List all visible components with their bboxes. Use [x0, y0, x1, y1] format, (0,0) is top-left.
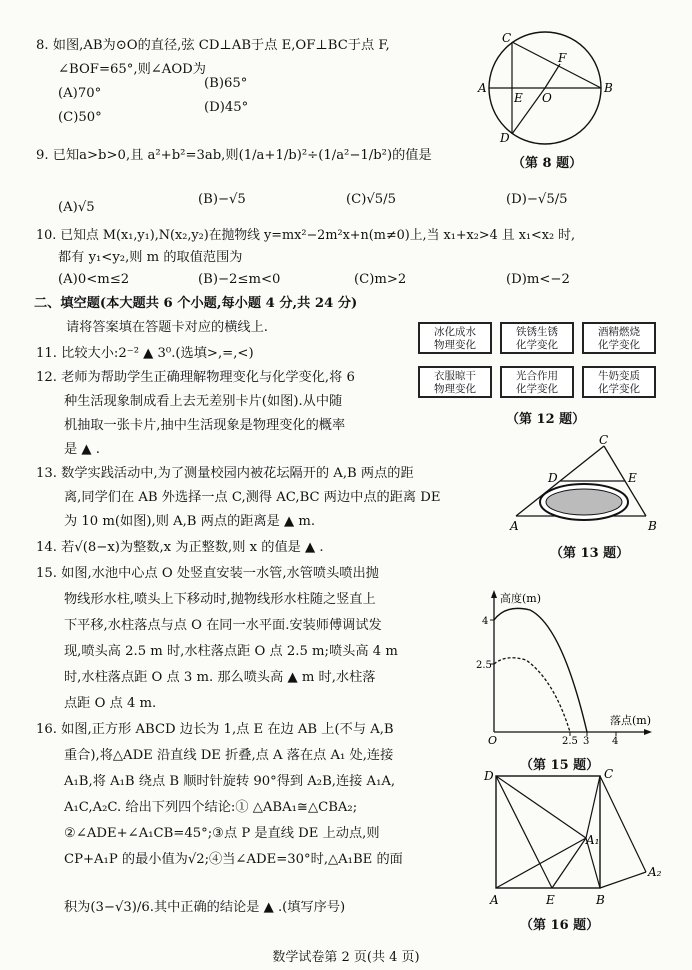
q12-card-3: 酒精燃烧 化学变化	[582, 322, 656, 354]
q16-line5: ②∠ADE+∠A₁CB=45°;③点 P 是直线 DE 上动点,则	[64, 826, 380, 841]
q12-line4: 是 ▲ .	[64, 442, 100, 457]
q8-label-d: D	[500, 131, 510, 145]
q16-line3: A₁B,将 A₁B 绕点 B 顺时针旋转 90°得到 A₂B,连接 A₁A,	[64, 774, 396, 789]
q15-line2: 物线形水柱,喷头上下移动时,抛物线形水柱随之竖直上	[64, 592, 376, 607]
q10-option-b: (B)−2≤m<0	[198, 272, 281, 287]
q15-xtick-3: 3	[583, 736, 590, 746]
q12-card-6: 牛奶变质 化学变化	[582, 366, 656, 398]
q10-option-c: (C)m>2	[354, 272, 407, 287]
q15-line6: 点距 O 点 4 m.	[64, 696, 157, 711]
q8-line1: 8. 如图,AB为⊙O的直径,弦 CD⊥AB于点 E,OF⊥BC于点 F,	[36, 38, 390, 53]
q12-line3: 机抽取一张卡片,抽中生活现象是物理变化的概率	[64, 418, 346, 433]
q13-figure	[506, 432, 666, 532]
q8-option-c: (C)50°	[58, 110, 102, 125]
q15-line5: 时,水柱落点距 O 点 3 m. 那么喷头高 ▲ m 时,水柱落	[64, 670, 376, 685]
q9-stem: 9. 已知a>b>0,且 a²+b²=3ab,则(1/a+1/b)²÷(1/a²−1/b²)的值是	[36, 148, 432, 163]
q15-xlabel: 落点(m)	[610, 714, 652, 727]
q8-option-b: (B)65°	[204, 76, 248, 91]
section2-title: 二、填空题(本大题共 6 个小题,每小题 4 分,共 24 分)	[34, 296, 358, 311]
q13-caption: （第 13 题）	[550, 546, 630, 561]
q16-line2: 重合),将△ADE 沿直线 DE 折叠,点 A 落在点 A₁ 处,连接	[64, 748, 394, 763]
q8-option-d: (D)45°	[204, 100, 249, 115]
q13-line1: 13. 数学实践活动中,为了测量校园内被花坛隔开的 A,B 两点的距	[36, 466, 414, 481]
q12-card-5: 光合作用 化学变化	[500, 366, 574, 398]
q12-card-4: 衣服晾干 物理变化	[418, 366, 492, 398]
q13-label-b: B	[648, 519, 657, 532]
q15-figure	[470, 586, 670, 746]
q13-line2: 离,同学们在 AB 外选择一点 C,测得 AC,BC 两边中点的距离 DE	[64, 490, 441, 505]
q15-ylabel: 高度(m)	[500, 592, 542, 605]
q16-label-c: C	[604, 767, 614, 781]
page-footer: 数学试卷第 2 页(共 4 页)	[272, 950, 420, 965]
q8-line2: ∠BOF=65°,则∠AOD为	[58, 62, 206, 77]
q15-line3: 下平移,水柱落点与点 O 在同一水平面.安装师傅调试发	[64, 618, 382, 633]
q8-label-o: O	[542, 91, 552, 105]
q9-option-a: (A)√5	[58, 200, 95, 215]
q15-xtick-4: 4	[612, 736, 619, 746]
q16-label-a: A	[490, 893, 499, 907]
q8-label-a: A	[478, 81, 487, 95]
q8-figure	[470, 28, 620, 148]
q12-caption: （第 12 题）	[506, 412, 586, 427]
q10-option-a: (A)0<m≤2	[58, 272, 130, 287]
q11-text: 11. 比较大小:2⁻² ▲ 3⁰.(选填>,=,<)	[36, 346, 254, 361]
q8-option-a: (A)70°	[58, 86, 102, 101]
q8-label-b: B	[604, 81, 613, 95]
q9-option-d: (D)−√5/5	[506, 192, 568, 207]
q12-line1: 12. 老师为帮助学生正确理解物理变化与化学变化,将 6	[36, 370, 355, 385]
q16-label-a1: A₁	[586, 833, 600, 847]
q15-xtick-2-5: 2.5	[562, 736, 578, 746]
q12-card-2: 铁锈生锈 化学变化	[500, 322, 574, 354]
q9-option-c: (C)√5/5	[346, 192, 397, 207]
q15-caption: （第 15 题）	[520, 758, 600, 773]
q10-line1: 10. 已知点 M(x₁,y₁),N(x₂,y₂)在抛物线 y=mx²−2m²x+n(m≠0)上,当 x₁+x₂>4 且 x₁<x₂ 时,	[36, 228, 576, 243]
q16-line7: 积为(3−√3)/6.其中正确的结论是 ▲ .(填写序号)	[64, 900, 346, 915]
q10-option-d: (D)m<−2	[506, 272, 570, 287]
q16-label-e: E	[546, 893, 555, 907]
q16-figure	[476, 766, 676, 911]
q13-line3: 为 10 m(如图),则 A,B 两点的距离是 ▲ m.	[64, 514, 316, 529]
q13-label-a: A	[510, 519, 519, 532]
q12-card-1: 冰化成水 物理变化	[418, 322, 492, 354]
q16-caption: （第 16 题）	[520, 918, 600, 933]
q8-label-e: E	[514, 91, 523, 105]
q13-label-c: C	[599, 433, 609, 447]
q13-label-d: D	[548, 471, 558, 485]
q15-line1: 15. 如图,水池中心点 O 处竖直安装一水管,水管喷头喷出抛	[36, 566, 379, 581]
q15-origin: O	[488, 734, 498, 746]
q15-tick-4: 4	[482, 616, 489, 627]
q15-tick-2-5: 2.5	[476, 660, 492, 671]
q16-label-d: D	[484, 769, 494, 783]
q8-caption: （第 8 题）	[512, 156, 583, 171]
q16-label-a2: A₂	[648, 865, 662, 879]
q12-line2: 种生活现象制成看上去无差别卡片(如图).从中随	[64, 394, 343, 409]
q13-label-e: E	[628, 471, 637, 485]
q16-label-b: B	[596, 893, 605, 907]
section2-note: 请将答案填在答题卡对应的横线上.	[66, 320, 269, 335]
q14-text: 14. 若√(8−x)为整数,x 为正整数,则 x 的值是 ▲ .	[36, 540, 324, 555]
q8-label-f: F	[558, 51, 567, 65]
q8-label-c: C	[502, 31, 512, 45]
q9-option-b: (B)−√5	[198, 192, 246, 207]
q16-line1: 16. 如图,正方形 ABCD 边长为 1,点 E 在边 AB 上(不与 A,B	[36, 722, 394, 737]
q15-line4: 现,喷头高 2.5 m 时,水柱落点距 O 点 2.5 m;喷头高 4 m	[64, 644, 398, 659]
q16-line6: CP+A₁P 的最小值为√2;④当∠ADE=30°时,△A₁BE 的面	[64, 852, 403, 867]
q16-line4: A₁C,A₂C. 给出下列四个结论:① △ABA₁≅△CBA₂;	[64, 800, 358, 815]
q10-line2: 都有 y₁<y₂,则 m 的取值范围为	[58, 250, 243, 265]
